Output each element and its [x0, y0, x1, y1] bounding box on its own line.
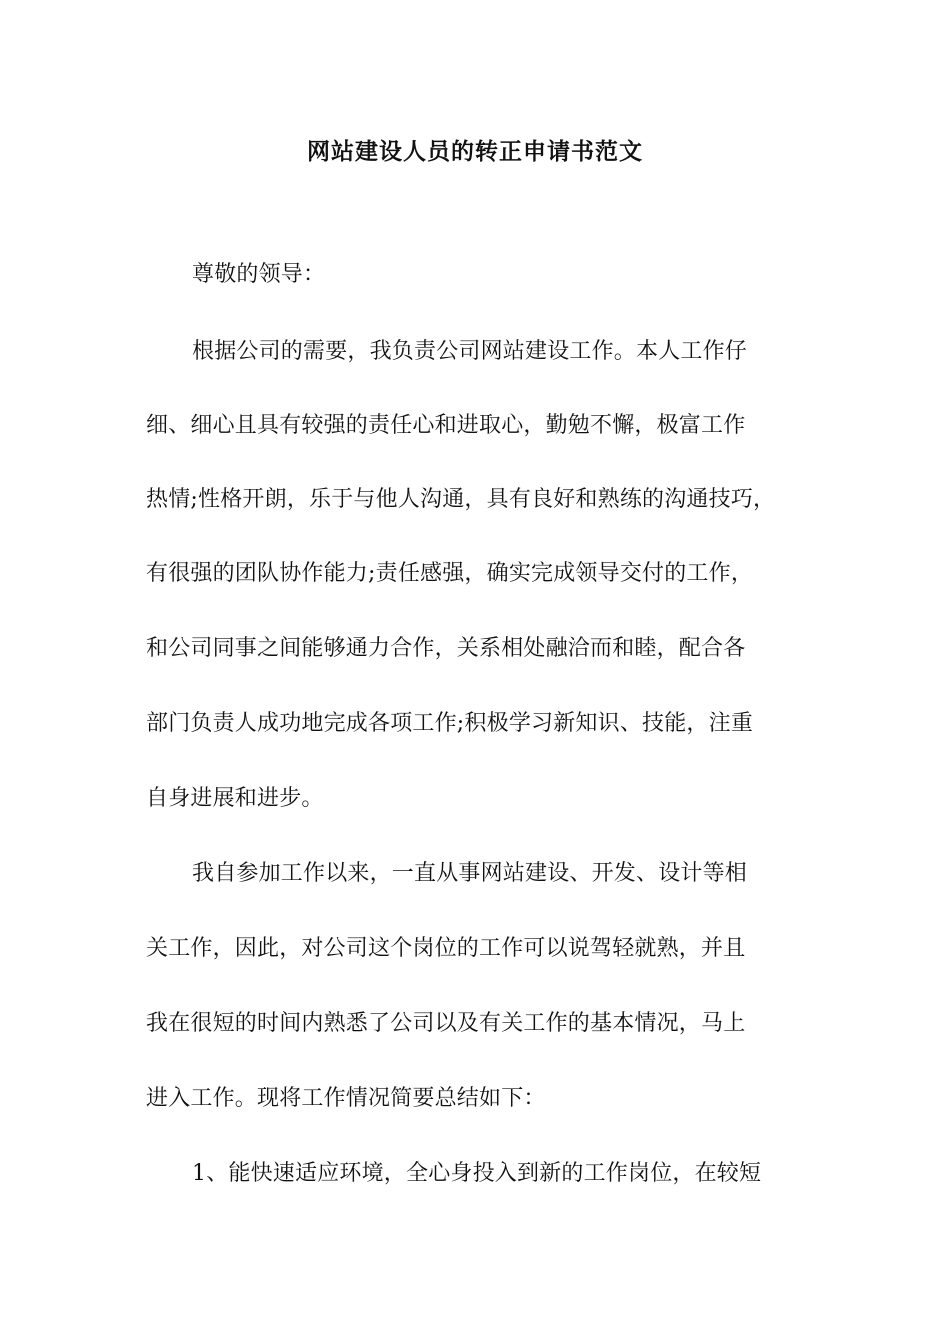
paragraph-1-line-6: 部门负责人成功地完成各项工作;积极学习新知识、技能，注重: [146, 711, 754, 736]
paragraph-1-line-2: 细、细心且具有较强的责任心和进取心，勤勉不懈，极富工作: [146, 413, 746, 438]
paragraph-1-line-4: 有很强的团队协作能力;责任感强，确实完成领导交付的工作，: [146, 561, 754, 586]
greeting-line: 尊敬的领导：: [192, 262, 326, 287]
paragraph-2-line-4: 进入工作。现将工作情况简要总结如下：: [146, 1086, 546, 1111]
paragraph-2-line-2: 关工作，因此，对公司这个岗位的工作可以说驾轻就熟，并且: [146, 936, 746, 961]
paragraph-2-line-3: 我在很短的时间内熟悉了公司以及有关工作的基本情况，马上: [146, 1011, 746, 1036]
paragraph-1-line-1: 根据公司的需要，我负责公司网站建设工作。本人工作仔: [192, 339, 748, 364]
paragraph-2-line-1: 我自参加工作以来，一直从事网站建设、开发、设计等相: [192, 861, 748, 886]
list-item-1-line-1: 1、能快速适应环境，全心身投入到新的工作岗位，在较短: [192, 1161, 762, 1186]
paragraph-1-line-7: 自身进展和进步。: [146, 786, 324, 811]
paragraph-1-line-3: 热情;性格开朗，乐于与他人沟通，具有良好和熟练的沟通技巧，: [146, 487, 776, 512]
paragraph-1-line-5: 和公司同事之间能够通力合作，关系相处融洽而和睦，配合各: [146, 636, 746, 661]
document-title: 网站建设人员的转正申请书范文: [307, 138, 643, 165]
